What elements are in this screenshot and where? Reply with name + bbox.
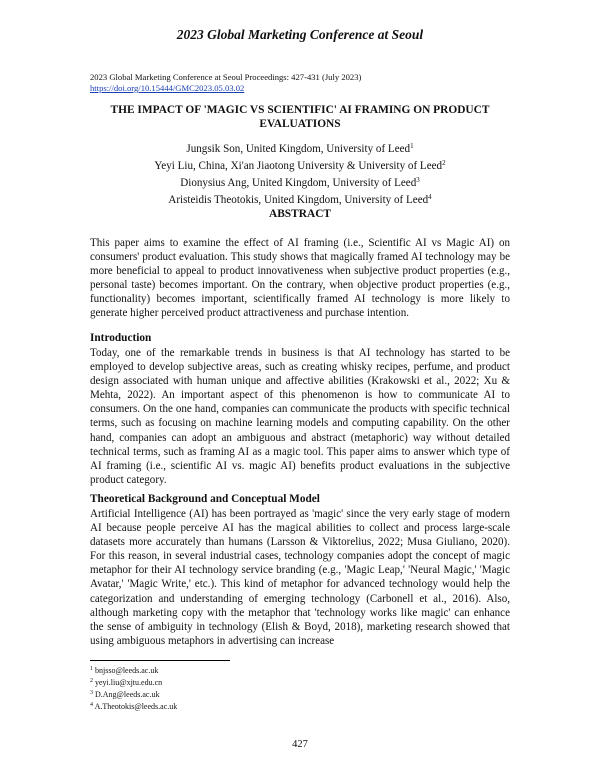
footnote-divider (90, 660, 230, 661)
abstract-heading: ABSTRACT (268, 208, 332, 220)
author-line: Dionysius Ang, United Kingdom, University of Leed$^3$ (180, 176, 420, 189)
conference-header: 2023 Global Marketing Conference at Seoul (176, 27, 424, 42)
footnotes (90, 664, 177, 712)
theory-heading: Theoretical Background and Conceptual Model (90, 493, 320, 505)
proceedings-info (90, 72, 361, 94)
introduction-text: Today, one of the remarkable trends in business is that AI technology has started to be employed to develop subjective areas, such as creating whisky recipes, perfume, and product design associated with human unique and affective abilities (Krakowski et al., 2022; Xu & Mehta, 2022). An important aspect of this phenomenon is how to communicate AI to consumers. On the one hand, companies can communicate the products with specific technical terms, such as focusing on machine learning models and computing capability. On the other hand, companies can adopt an ambiguous and abstract (metaphoric) way without detailed technical terms, such as framing AI as a magic tool. This paper aims to answer which type of AI framing (i.e., scientific AI vs. magic AI) benefits product evaluations in the subjective product category. (90, 347, 510, 486)
theory-text: Artificial Intelligence (AI) has been portrayed as 'magic' since the very early stage of modern AI because people perceive AI has the magical abilities to collect and process large-scale datasets more accurately than humans (Larsson & Viktorelius, 2022; Musa Giuliano, 2020). For this reason, in several industrial cases, technology companies adopt the concept of magic metaphor for their AI technology service branding (e.g., 'Magic Leap,' 'Neural Magic,' 'Magic Avatar,' 'Magic Write,' etc.). This kind of metaphor for advanced technology would help the categorization and understanding of emerging technology (Carbonell et al., 2016). Also, although marketing copy with the metaphor that 'technology works like magic' can enhance the sense of ambiguity in technology (Elish & Boyd, 2018), marketing research showed that using ambiguous metaphors in advertising can increase (90, 508, 510, 647)
author-line: Yeyi Liu, China, Xi'an Jiaotong University & University of Leed$^2$ (154, 159, 446, 172)
proceedings-citation: 2023 Global Marketing Conference at Seoul Proceedings: 427-431 (July 2023) (90, 72, 362, 82)
footnote: $^2$ yeyi.liu@xjtu.edu.cn (90, 678, 163, 687)
author-line: Aristeidis Theotokis, United Kingdom, University of Leed$^4$ (168, 193, 432, 206)
footnote: $^3$ D.Ang@leeds.ac.uk (90, 690, 160, 699)
author-line: Jungsik Son, United Kingdom, University of Leed$^1$ (186, 142, 414, 155)
page-number: 427 (292, 739, 308, 750)
paper-title: THE IMPACT OF 'MAGIC VS SCIENTIFIC' AI FRAMING ON PRODUCT EVALUATIONS (110, 104, 490, 130)
author-list (90, 139, 510, 207)
footnote: $^4$ A.Theotokis@leeds.ac.uk (90, 702, 178, 711)
footnote: $^1$ bnjsso@leeds.ac.uk (90, 666, 159, 675)
introduction-heading: Introduction (90, 332, 152, 344)
abstract-text: This paper aims to examine the effect of AI framing (i.e., Scientific AI vs Magic AI) on consumers' product evaluation. This study shows that magically framed AI technology may be more beneficial to appeal to product innovativeness when subjective product properties (e.g., personal taste) becomes important. On the contrary, when objective product properties (e.g., functionality) becomes important, scientifically framed AI technology is more likely to generate higher perceived product attractiveness and purchase intention. (90, 237, 510, 320)
doi-link[interactable]: https://doi.org/10.15444/GMC2023.05.03.02 (90, 83, 245, 93)
